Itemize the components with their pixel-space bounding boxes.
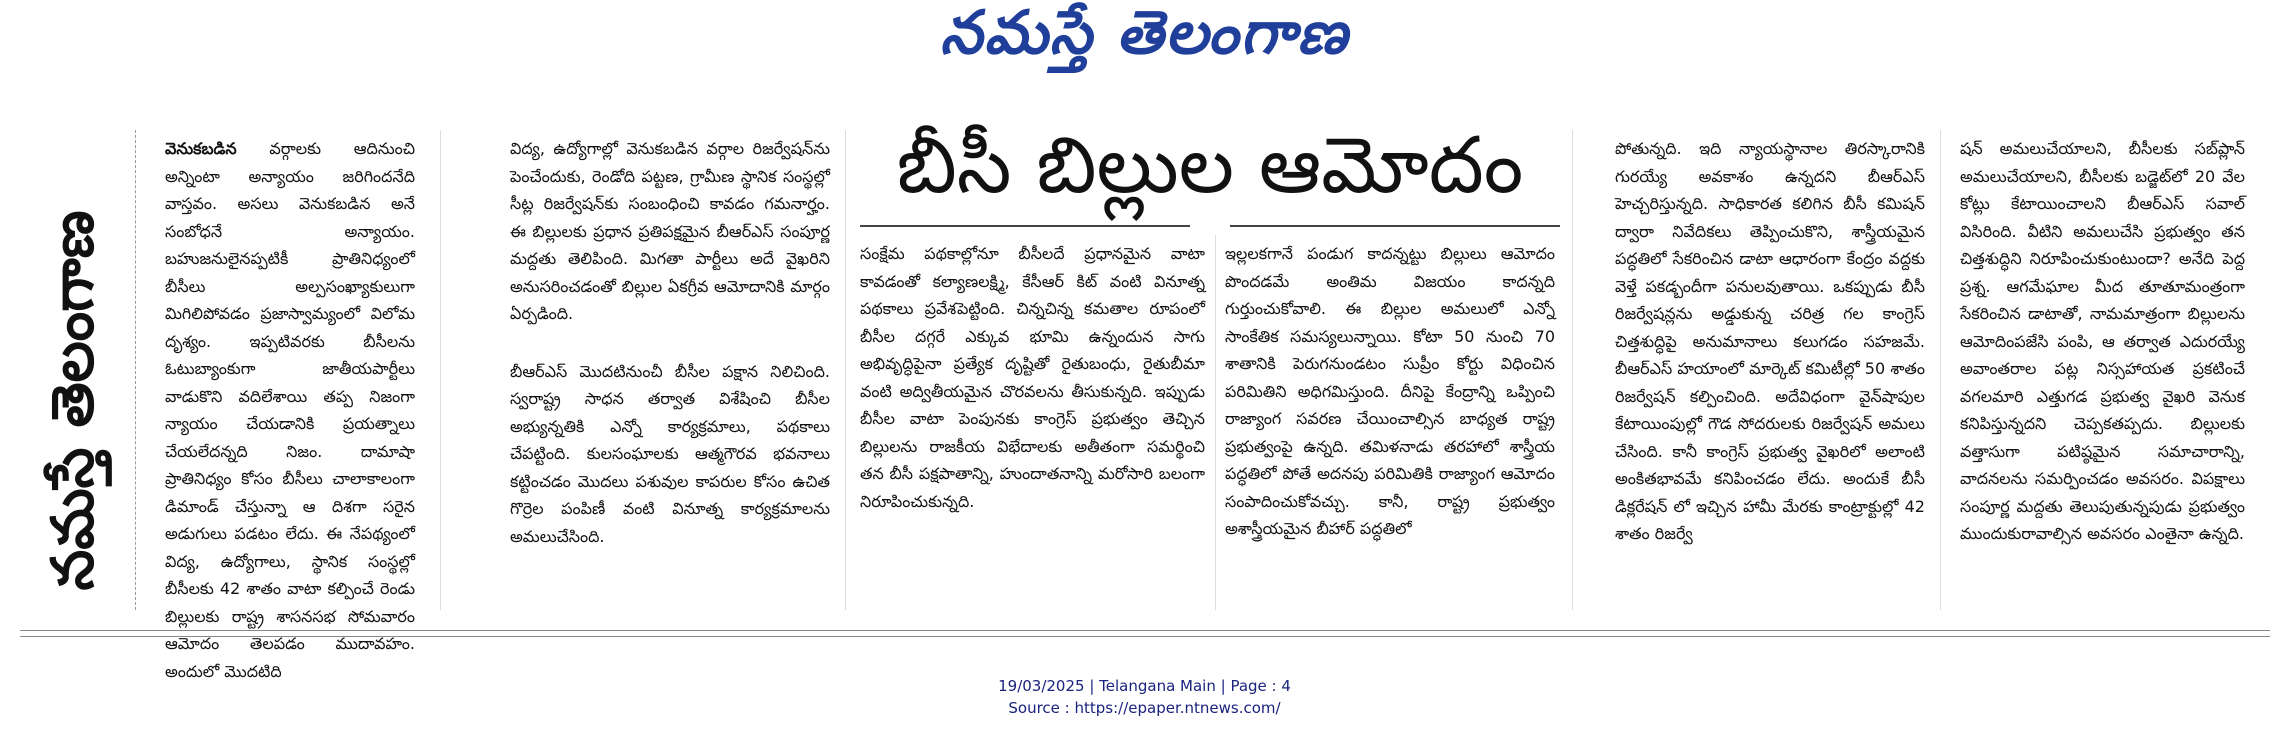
- footer: [0, 675, 2289, 719]
- column-3-paragraph: సంక్షేమ పథకాల్లోనూ బీసీలదే ప్రధానమైన వాటా కావడంతో కల్యాణలక్ష్మి, కేసీఆర్ కిట్ వంటి వినూత్న పథకాలు ప్రవేశపెట్టింది. చిన్నచిన్న కమతాల రూపంలో బీసీల దగ్గరే ఎక్కువ భూమి ఉన్నందున సాగు అభివృద్ధిపైనా ప్రత్యేక దృష్టితో రైతుబంధు, రైతుబీమా వంటి అద్వితీయమైన చొరవలను తీసుకున్నది. ఇప్పుడు బీసీల వాటా పెంపునకు కాంగ్రెస్ ప్రభుత్వం తెచ్చిన బిల్లులను రాజకీయ విభేదాలకు అతీతంగా సమర్థించి తన బీసీ పక్షపాతాన్ని, హుందాతనాన్ని మరోసారి బలంగా నిరూపించుకున్నది.: [860, 244, 1205, 511]
- column-2-paragraph-1: విద్య, ఉద్యోగాల్లో వెనుకబడిన వర్గాల రిజర్వేషన్‌ను పెంచేందుకు, రెండోది పట్టణ, గ్రామీణ స్థానిక సంస్థల్లో సీట్ల రిజర్వేషన్‌కు సంబంధించి కావడం గమనార్హం. ఈ బిల్లులకు ప్రధాన ప్రతిపక్షమైన బీఆర్‌ఎస్ సంపూర్ణ మద్దతు తెలిపింది. మిగతా పార్టీలు అదే వైఖరిని అనుసరించడంతో బిల్లుల ఏకగ్రీవ ఆమోదానికి మార్గం ఏర్పడింది.: [510, 139, 830, 323]
- lead-word: వెనుకబడిన: [165, 139, 237, 158]
- article-column-2: [510, 135, 830, 605]
- column-divider: [1215, 235, 1217, 610]
- column-1-paragraph: [165, 135, 415, 685]
- headline-underline: [860, 225, 1190, 227]
- column-5-paragraph: పోతున్నది. ఇది న్యాయస్థానాల తిరస్కారానికి గురయ్యే అవకాశం ఉన్నదని బీఆర్‌ఎస్ హెచ్చరిస్తున్నది. సాధికారత కలిగిన బీసీ కమిషన్ ద్వారా నివేదికలు తెప్పించుకొని, శాస్త్రీయమైన పద్ధతిలో సేకరించిన డాటా ఆధారంగా కేంద్రం వద్దకు వెళ్తే పకడ్బందీగా పనులవుతాయి. ఒకప్పుడు బీసీ రిజర్వేషన్లను అడ్డుకున్న చరిత్ర గల కాంగ్రెస్ చిత్తశుద్ధిపై అనుమానాలు కలుగడం సహజమే. బీఆర్‌ఎస్ హయాంలో మార్కెట్ కమిటీల్లో 50 శాతం రిజర్వేషన్ కల్పించింది. అదేవిధంగా వైన్‌షాపుల కేటాయింపుల్లో గౌడ సోదరులకు రిజర్వేషన్ అమలు చేసింది. కానీ కాంగ్రెస్ ప్రభుత్వ వైఖరిలో అలాంటి అంకితభావమే కనిపించడం లేదు. అందుకే బీసీ డిక్లరేషన్ లో ఇచ్చిన హామీ మేరకు కాంట్రాక్టుల్లో 42 శాతం రిజర్వే: [1615, 139, 1925, 543]
- column-divider: [1572, 130, 1574, 610]
- article-column-6: [1960, 135, 2245, 605]
- bottom-rule: [20, 630, 2270, 631]
- article-column-1: [165, 135, 415, 681]
- footer-source[interactable]: Source : https://epaper.ntnews.com/: [1008, 699, 1281, 717]
- article-column-4: [1225, 240, 1555, 605]
- bottom-rule: [20, 636, 2270, 637]
- footer-date-page: 19/03/2025 | Telangana Main | Page : 4: [998, 677, 1291, 695]
- column-2-paragraph-2: బీఆర్‌ఎస్ మొదటినుంచీ బీసీల పక్షాన నిలిచింది. స్వరాష్ట్ర సాధన తర్వాత విశేషించి బీసీల అభ్యున్నతికి ఎన్నో కార్యక్రమాలు, పథకాలు చేపట్టింది. కులసంఘాలకు ఆత్మగౌరవ భవనాలు కట్టించడం మొదలు పశువుల కాపరుల కోసం ఉచిత గొర్రెల పంపిణీ వంటి వినూత్న కార్యక్రమాలను అమలుచేసింది.: [510, 361, 830, 546]
- column-4-paragraph: ఇల్లలకగానే పండుగ కాదన్నట్టు బిల్లులు ఆమోదం పొందడమే అంతిమ విజయం కాదన్నది గుర్తుంచుకోవాలి. ఈ బిల్లుల అమలులో ఎన్నో సాంకేతిక సమస్యలున్నాయి. కోటా 50 నుంచి 70 శాతానికి పెరుగనుండటం సుప్రీం కోర్టు విధించిన పరిమితిని అధిగమిస్తుంది. దీనిపై కేంద్రాన్ని ఒప్పించి రాజ్యాంగ సవరణ చేయించాల్సిన బాధ్యత రాష్ట్ర ప్రభుత్వంపై ఉన్నది. తమిళనాడు తరహాలో శాస్త్రీయ పద్ధతిలో పోతే అదనపు పరిమితికి రాజ్యాంగ ఆమోదం సంపాదించుకోవచ్చు. కానీ, రాష్ట్ర ప్రభుత్వం అశాస్త్రీయమైన బీహార్ పద్ధతిలో: [1225, 244, 1555, 538]
- column-divider: [440, 130, 442, 610]
- article-column-5: [1615, 135, 1925, 605]
- headline-underline: [1230, 225, 1560, 227]
- headline: [860, 120, 1560, 225]
- headline-text: బీసీ బిల్లుల ఆమోదం: [896, 120, 1524, 211]
- column-divider: [1940, 130, 1942, 610]
- column-1-text: వర్గాలకు ఆదినుంచి అన్నింటా అన్యాయం జరిగిందనేది వాస్తవం. అసలు వెనుకబడిన అనే సంబోధనే అన్యాయం. బహుజనులైనప్పటికీ ప్రాతినిధ్యంలో బీసీలు అల్పసంఖ్యాకులుగా మిగిలిపోవడం ప్రజాస్వామ్యంలో విలోమ దృశ్యం. ఇప్పటివరకు బీసీలను ఓటుబ్యాంకుగా జాతీయపార్టీలు వాడుకొని వదిలేశాయి తప్ప నిజంగా న్యాయం చేయడానికి ప్రయత్నాలు చేయలేదన్నది నిజం. దామాషా ప్రాతినిధ్యం కోసం బీసీలు చాలాకాలంగా డిమాండ్ చేస్తున్నా ఆ దిశగా సరైన అడుగులు పడటం లేదు. ఈ నేపథ్యంలో విద్య, ఉద్యోగాలు, స్థానిక సంస్థల్లో బీసీలకు 42 శాతం వాటా కల్పించే రెండు బిల్లులకు రాష్ట్ర శాసనసభ సోమవారం ఆమోదం తెలపడం ముదావహం. అందులో మొదటిది: [165, 139, 415, 681]
- side-divider: [135, 130, 137, 610]
- side-title-text: నమస్తే తెలంగాణ: [38, 210, 107, 590]
- side-title: [30, 155, 130, 645]
- masthead: [0, 0, 2289, 80]
- article-column-3: [860, 240, 1205, 605]
- column-divider: [845, 130, 847, 610]
- masthead-logo-text: నమస్తే తెలంగాణ: [939, 0, 1350, 68]
- column-6-paragraph: షన్ అమలుచేయాలని, బీసీలకు సబ్‌ప్లాన్ అమలుచేయాలని, బీసీలకు బడ్జెట్‌లో 20 వేల కోట్లు కేటాయించాలని బీఆర్‌ఎస్ సవాల్ విసిరింది. వీటిని అమలుచేసి ప్రభుత్వం తన చిత్తశుద్ధిని నిరూపించుకుంటుందా? అనేది పెద్ద ప్రశ్న. ఆగమేఘాల మీద తూతూమంత్రంగా సేకరించిన డాటాతో, నామమాత్రంగా బిల్లులను ఆమోదింపజేసి పంపి, ఆ తర్వాత ఎదురయ్యే అవాంతరాల పట్ల నిస్సహాయత ప్రకటించే వగలమారి ఎత్తుగడ ప్రభుత్వ వైఖరి వెనుక కనిపిస్తున్నదని చెప్పకతప్పదు. బిల్లులకు వత్తాసుగా పటిష్ఠమైన సమాచారాన్ని, వాదనలను సమర్పించడం అవసరం. విపక్షాలు సంపూర్ణ మద్దతు తెలుపుతున్నపుడు ప్రభుత్వం ముందుకురావాల్సిన అవసరం ఎంతైనా ఉన్నది.: [1960, 139, 2245, 543]
